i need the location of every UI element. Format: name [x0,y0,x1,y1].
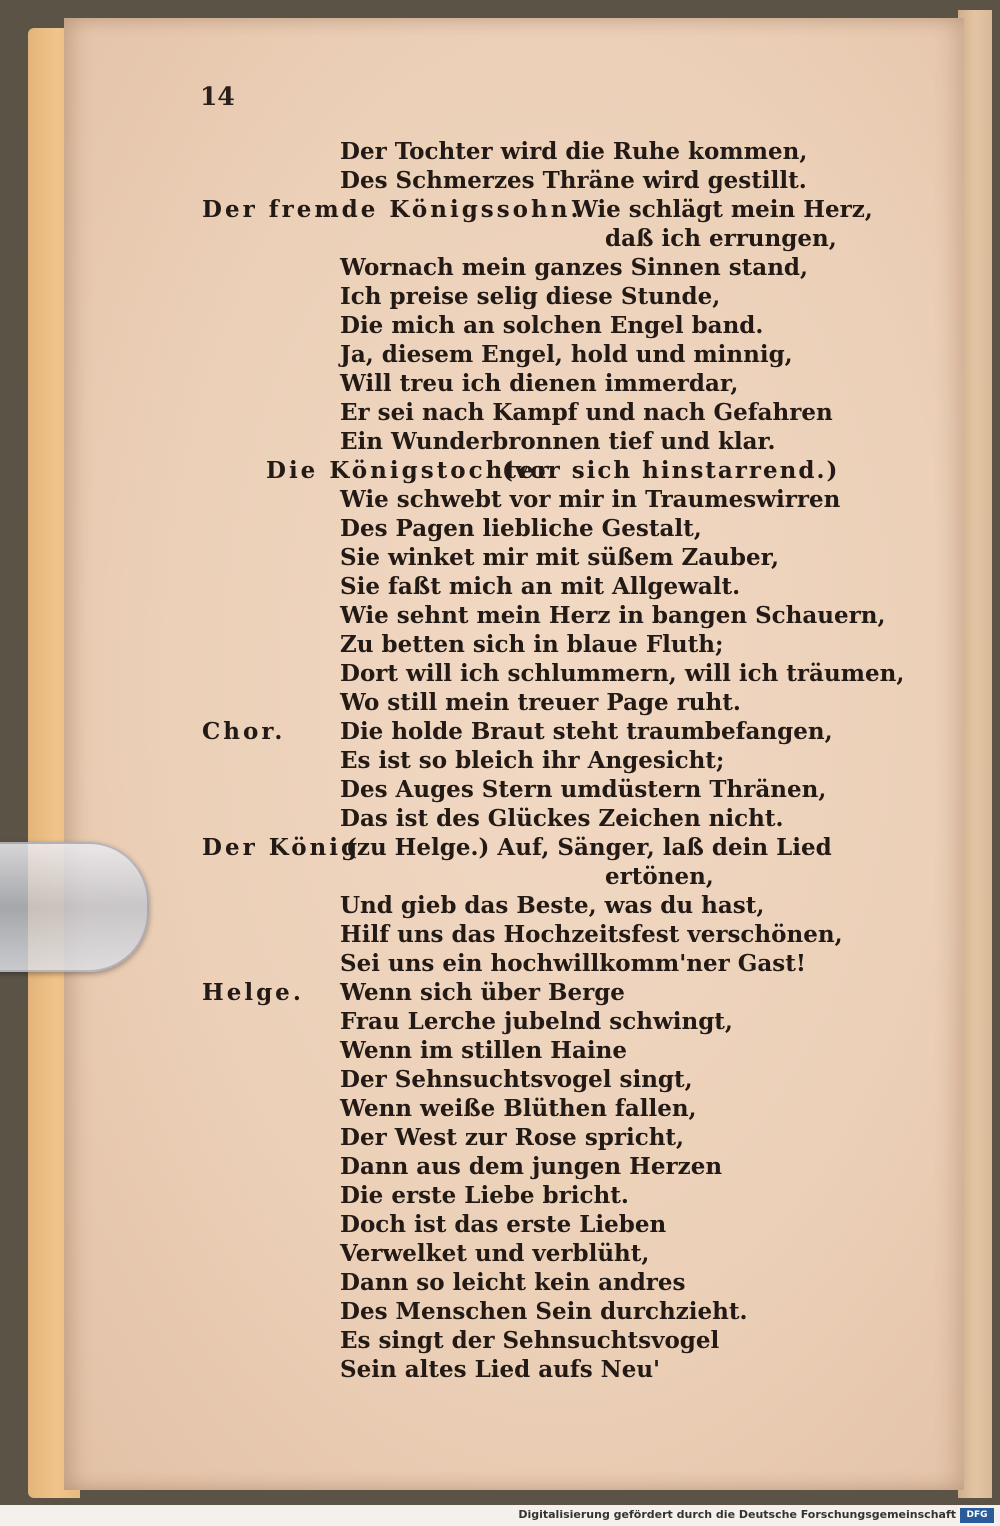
verse-line: daß ich errungen, [605,225,837,252]
verse-line: Ich preise selig diese Stunde, [340,283,721,310]
verse-line: Er sei nach Kampf und nach Gefahren [340,399,833,426]
verse-line: Der Tochter wird die Ruhe kommen, [340,138,808,165]
verse-line: Hilf uns das Hochzeitsfest verschönen, [340,921,843,948]
page-number: 14 [200,82,235,111]
stage-direction: (vor sich hinstarrend.) [502,457,840,484]
verse-line: Die mich an solchen Engel band. [340,312,764,339]
verse-line: Wie sehnt mein Herz in bangen Schauern, [340,602,886,629]
verse-line: Wenn im stillen Haine [340,1037,627,1064]
verse-line: Sie winket mir mit süßem Zauber, [340,544,780,571]
verse-line: Und gieb das Beste, was du hast, [340,892,765,919]
verse-line: Sie faßt mich an mit Allgewalt. [340,573,741,600]
speaker-label: Der fremde Königssohn. [202,196,582,223]
verse-line: Des Menschen Sein durchzieht. [340,1298,748,1325]
verse-line: Wie schwebt vor mir in Traumeswirren [340,486,841,513]
verse-line: Wenn weiße Blüthen fallen, [340,1095,697,1122]
verse-line: Doch ist das erste Lieben [340,1211,667,1238]
verse-line: Wie schlägt mein Herz, [572,196,873,223]
verse-line: Sein altes Lied aufs Neu' [340,1356,661,1383]
verse-line: Will treu ich dienen immerdar, [340,370,739,397]
verse-line: Des Schmerzes Thräne wird gestillt. [340,167,807,194]
speaker-label: Die Königstochter [266,457,552,484]
verse-line: Des Pagen liebliche Gestalt, [340,515,702,542]
verse-line: Es ist so bleich ihr Angesicht; [340,747,725,774]
verse-line: (zu Helge.) Auf, Sänger, laß dein Lied [346,834,832,861]
verse-line: Der West zur Rose spricht, [340,1124,685,1151]
verse-line: Wo still mein treuer Page ruht. [340,689,741,716]
verse-line: Verwelket und verblüht, [340,1240,650,1267]
verse-line: Dann aus dem jungen Herzen [340,1153,723,1180]
verse-line: Ja, diesem Engel, hold und minnig, [340,341,793,368]
verse-line: ertönen, [605,863,714,890]
verse-line: Dort will ich schlummern, will ich träumen, [340,660,905,687]
page-clip [0,842,149,972]
verse-line: Es singt der Sehnsuchtsvogel [340,1327,720,1354]
speaker-label: Chor. [202,718,286,745]
verse-line: Wornach mein ganzes Sinnen stand, [340,254,809,281]
dfg-logo: DFG [960,1508,994,1523]
verse-line: Die erste Liebe bricht. [340,1182,629,1209]
verse-line: Des Auges Stern umdüstern Thränen, [340,776,827,803]
verse-line: Frau Lerche jubelnd schwingt, [340,1008,733,1035]
speaker-label: Der König [202,834,361,861]
speaker-label: Helge. [202,979,304,1006]
verse-line: Wenn sich über Berge [340,979,625,1006]
verse-line: Dann so leicht kein andres [340,1269,686,1296]
verse-line: Die holde Braut steht traumbefangen, [340,718,833,745]
verse-line: Der Sehnsuchtsvogel singt, [340,1066,693,1093]
verse-line: Ein Wunderbronnen tief und klar. [340,428,776,455]
verse-line: Das ist des Glückes Zeichen nicht. [340,805,784,832]
verse-line: Sei uns ein hochwillkomm'ner Gast! [340,950,806,977]
verse-line: Zu betten sich in blaue Fluth; [340,631,724,658]
funding-credit: Digitalisierung gefördert durch die Deutsche Forschungsgemeinschaft [518,1508,956,1521]
footer-bar [0,1505,1000,1526]
